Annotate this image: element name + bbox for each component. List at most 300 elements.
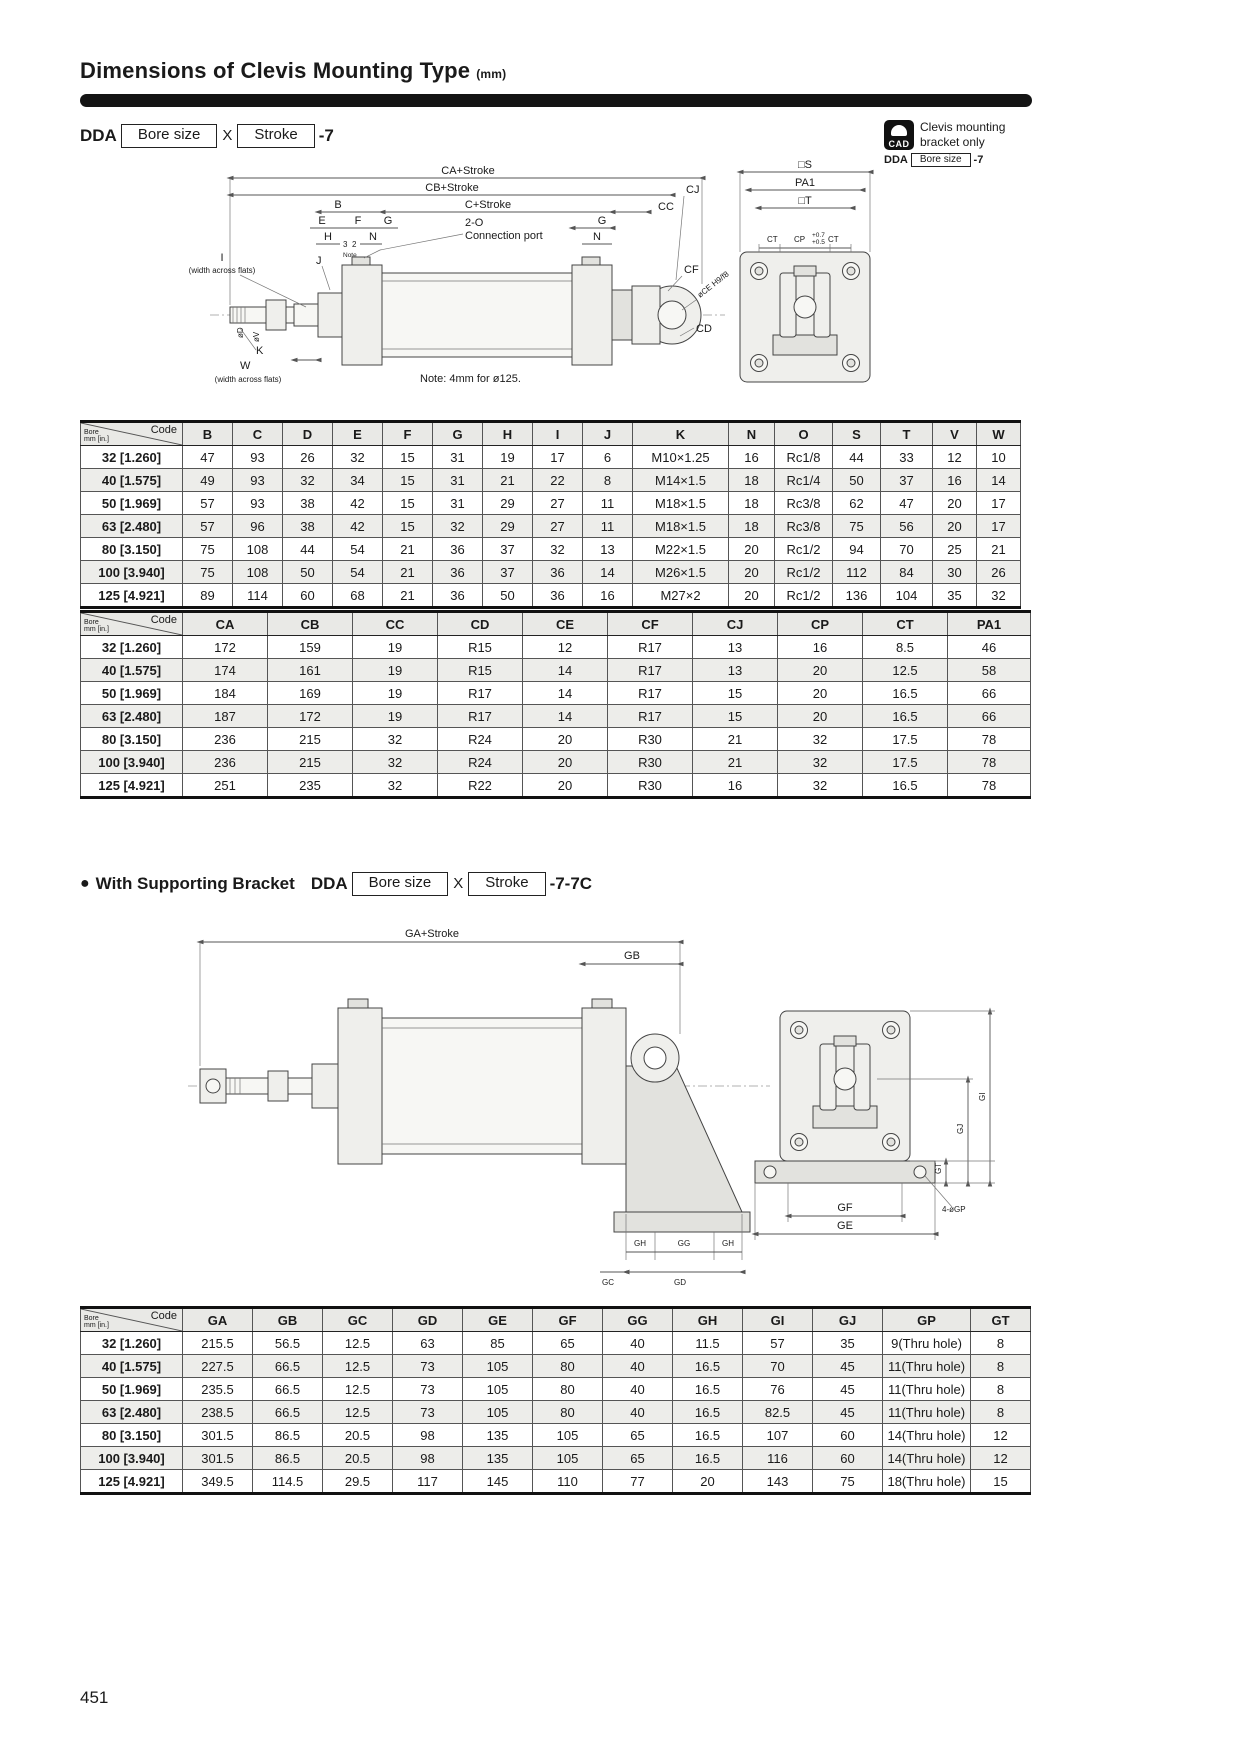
dimension-cell: 108 (233, 538, 283, 561)
column-header: GF (533, 1308, 603, 1332)
column-header: E (333, 422, 383, 446)
corner-bore-line2: mm [in.] (84, 1322, 109, 1330)
dimension-cell: 18(Thru hole) (883, 1470, 971, 1494)
column-header: CC (353, 612, 438, 636)
corner-cell (81, 1308, 183, 1332)
dimension-cell: 104 (881, 584, 933, 608)
dimension-cell: 11(Thru hole) (883, 1378, 971, 1401)
dimension-cell: 16 (729, 446, 775, 469)
dimension-cell: 20 (729, 584, 775, 608)
column-header: F (383, 422, 433, 446)
dimension-cell: 16.5 (863, 774, 948, 798)
table-body (81, 636, 1031, 798)
dimension-cell: 65 (603, 1447, 673, 1470)
dimension-cell: 15 (971, 1470, 1031, 1494)
dimension-cell: 32 (778, 728, 863, 751)
dimension-cell: 236 (183, 751, 268, 774)
dimension-cell: 11(Thru hole) (883, 1401, 971, 1424)
dimension-cell: 11 (583, 492, 633, 515)
bore-size-cell: 40 [1.575] (81, 469, 183, 492)
dimension-cell: 19 (353, 636, 438, 659)
dim-gc: GC (602, 1278, 614, 1287)
section2-title: With Supporting Bracket (95, 873, 295, 893)
dimension-cell: 65 (603, 1424, 673, 1447)
dimension-cell: 9(Thru hole) (883, 1332, 971, 1355)
dimension-cell: 8.5 (863, 636, 948, 659)
dimension-cell: 78 (948, 774, 1031, 798)
dimension-cell: 187 (183, 705, 268, 728)
flats-note-1: (width across flats) (188, 266, 256, 275)
dimension-cell: Rc1/2 (775, 538, 833, 561)
dimension-cell: 12 (933, 446, 977, 469)
dimension-cell: 29 (483, 492, 533, 515)
dimension-cell: 19 (353, 682, 438, 705)
dimension-cell: 16.5 (673, 1447, 743, 1470)
dimension-cell: 12.5 (323, 1332, 393, 1355)
dimension-cell: 25 (933, 538, 977, 561)
dimension-cell: 40 (603, 1355, 673, 1378)
cad-icon-label: CAD (888, 139, 910, 149)
table-row (81, 492, 1021, 515)
dimension-cell: R30 (608, 751, 693, 774)
model-designation-1 (80, 124, 334, 148)
dimension-cell: 86.5 (253, 1447, 323, 1470)
dimension-cell: 57 (183, 492, 233, 515)
dimension-cell: M14×1.5 (633, 469, 729, 492)
bore-size-cell: 40 [1.575] (81, 1355, 183, 1378)
column-header: J (583, 422, 633, 446)
dimension-cell: 32 (283, 469, 333, 492)
column-header: H (483, 422, 533, 446)
dimension-cell: 20 (933, 515, 977, 538)
dimension-cell: 31 (433, 469, 483, 492)
dimension-cell: 54 (333, 561, 383, 584)
column-header: GP (883, 1308, 971, 1332)
dimension-cell: 116 (743, 1447, 813, 1470)
dimension-cell: 19 (483, 446, 533, 469)
dim-cj: CJ (686, 184, 700, 196)
dim-j: J (316, 255, 322, 267)
page-title-text: Dimensions of Clevis Mounting Type (80, 58, 471, 83)
dimension-cell: M18×1.5 (633, 515, 729, 538)
dimension-cell: R17 (608, 659, 693, 682)
dimension-cell: R17 (438, 705, 523, 728)
dimension-cell: 78 (948, 751, 1031, 774)
dimension-cell: 76 (743, 1378, 813, 1401)
table-row (81, 1401, 1031, 1424)
dimension-cell: 12.5 (863, 659, 948, 682)
bore-size-cell: 125 [4.921] (81, 1470, 183, 1494)
table-row (81, 774, 1031, 798)
model-suffix: -7-7C (549, 873, 593, 893)
bore-size-cell: 125 [4.921] (81, 774, 183, 798)
dimension-cell: 38 (283, 492, 333, 515)
dimension-cell: 73 (393, 1355, 463, 1378)
dimension-cell: 15 (383, 492, 433, 515)
dimension-cell: Rc1/2 (775, 561, 833, 584)
dimension-cell: 75 (833, 515, 881, 538)
dimension-cell: 80 (533, 1401, 603, 1424)
dimension-cell: 174 (183, 659, 268, 682)
table-row (81, 1378, 1031, 1401)
dimension-cell: 17 (977, 515, 1021, 538)
dimension-cell: 12.5 (323, 1355, 393, 1378)
dim-w: W (240, 360, 251, 372)
dimension-cell: 22 (533, 469, 583, 492)
dimension-cell: 17 (533, 446, 583, 469)
dimension-cell: 16.5 (863, 705, 948, 728)
dimension-cell: 107 (743, 1424, 813, 1447)
dimension-cell: 20 (778, 659, 863, 682)
table-row (81, 682, 1031, 705)
bore-size-cell: 125 [4.921] (81, 584, 183, 608)
dimension-cell: 8 (971, 1401, 1031, 1424)
dim-gp: 4-øGP (942, 1205, 966, 1214)
dimension-cell: M10×1.25 (633, 446, 729, 469)
dimension-cell: 21 (383, 561, 433, 584)
column-header: K (633, 422, 729, 446)
dimension-cell: 50 (283, 561, 333, 584)
column-header: I (533, 422, 583, 446)
dimension-cell: 33 (881, 446, 933, 469)
dimension-cell: 14(Thru hole) (883, 1424, 971, 1447)
table-row (81, 515, 1021, 538)
dimension-cell: 215 (268, 751, 353, 774)
model-prefix: DDA (80, 125, 117, 145)
dimension-cell: 70 (881, 538, 933, 561)
dimension-cell: 145 (463, 1470, 533, 1494)
dimension-cell: 36 (533, 584, 583, 608)
dimension-cell: 32 (353, 774, 438, 798)
column-header: GD (393, 1308, 463, 1332)
model-designation-2 (311, 872, 592, 896)
dimension-cell: 82.5 (743, 1401, 813, 1424)
dimension-cell: 80 (533, 1378, 603, 1401)
flats-note-2: (width across flats) (214, 375, 282, 384)
dimension-cell: 75 (813, 1470, 883, 1494)
dimension-cell: 21 (977, 538, 1021, 561)
table-row (81, 584, 1021, 608)
dimension-cell: 105 (463, 1401, 533, 1424)
dimension-cell: 45 (813, 1378, 883, 1401)
dimension-cell: 19 (353, 659, 438, 682)
dimension-cell: 73 (393, 1401, 463, 1424)
bore-size-cell: 32 [1.260] (81, 636, 183, 659)
page-title-unit: (mm) (476, 67, 507, 81)
note-ref: Note (343, 252, 357, 259)
dimension-cell: 66 (948, 705, 1031, 728)
table-row (81, 751, 1031, 774)
dimension-cell: 17 (977, 492, 1021, 515)
dimension-cell: 18 (729, 515, 775, 538)
column-header: GA (183, 1308, 253, 1332)
dim-gh-left: GH (634, 1239, 646, 1248)
dim-g: G (383, 215, 393, 227)
dimension-cell: Rc1/4 (775, 469, 833, 492)
dim-cp: CP (794, 235, 806, 244)
dimension-cell: 37 (483, 561, 533, 584)
dimension-cell: 98 (393, 1424, 463, 1447)
dimension-cell: 12 (523, 636, 608, 659)
cad-icon (884, 120, 914, 150)
table-row (81, 705, 1031, 728)
column-header: GH (673, 1308, 743, 1332)
dimension-cell: 17.5 (863, 751, 948, 774)
dimension-cell: 29.5 (323, 1470, 393, 1494)
dimension-cell: 31 (433, 446, 483, 469)
dimension-cell: 14 (583, 561, 633, 584)
dimension-cell: 35 (813, 1332, 883, 1355)
column-header: G (433, 422, 483, 446)
dimension-cell: M27×2 (633, 584, 729, 608)
column-header: C (233, 422, 283, 446)
dimension-cell: 45 (813, 1401, 883, 1424)
dimension-cell: 85 (463, 1332, 533, 1355)
column-header: CJ (693, 612, 778, 636)
dimension-cell: R22 (438, 774, 523, 798)
dimension-cell: 94 (833, 538, 881, 561)
dimension-cell: 8 (583, 469, 633, 492)
dim-g-right: G (597, 215, 607, 227)
dimension-cell: 12.5 (323, 1401, 393, 1424)
cad-model-prefix: DDA (884, 154, 908, 166)
dimension-cell: 13 (693, 636, 778, 659)
table-header-row (81, 1308, 1031, 1332)
dimension-cell: 108 (233, 561, 283, 584)
table-body (81, 1332, 1031, 1494)
dimension-cell: 66.5 (253, 1401, 323, 1424)
dimension-cell: 16.5 (673, 1401, 743, 1424)
dimension-cell: 15 (383, 446, 433, 469)
dimension-cell: 36 (533, 561, 583, 584)
dim-ce: øCE H9/f8 (695, 269, 731, 300)
bore-size-cell: 50 [1.969] (81, 1378, 183, 1401)
dimension-cell: R24 (438, 751, 523, 774)
dimension-cell: 159 (268, 636, 353, 659)
dimension-cell: 135 (463, 1447, 533, 1470)
dimension-cell: 20.5 (323, 1424, 393, 1447)
dimension-cell: 105 (533, 1447, 603, 1470)
dimension-cell: R30 (608, 728, 693, 751)
dimension-cell: 66.5 (253, 1378, 323, 1401)
dimension-cell: 78 (948, 728, 1031, 751)
page-number: 451 (80, 1688, 109, 1707)
dimension-cell: 57 (183, 515, 233, 538)
column-header: GB (253, 1308, 323, 1332)
dimension-cell: 8 (971, 1332, 1031, 1355)
dimension-cell: 40 (603, 1401, 673, 1424)
dim-gh-right: GH (722, 1239, 734, 1248)
dimension-cell: 77 (603, 1470, 673, 1494)
dimension-cell: 86.5 (253, 1424, 323, 1447)
model-suffix: -7 (318, 125, 334, 145)
dimension-cell: 56 (881, 515, 933, 538)
column-header: CB (268, 612, 353, 636)
dimension-cell: 60 (813, 1447, 883, 1470)
table-row (81, 1355, 1031, 1378)
dimension-cell: 16.5 (673, 1355, 743, 1378)
dimension-cell: Rc1/2 (775, 584, 833, 608)
table-row (81, 1470, 1031, 1494)
dimension-cell: 40 (603, 1378, 673, 1401)
dimension-cell: 15 (383, 469, 433, 492)
dimension-cell: 349.5 (183, 1470, 253, 1494)
clevis-mounting-drawing (80, 160, 1040, 412)
dim-gj: GJ (956, 1123, 965, 1134)
column-header: CT (863, 612, 948, 636)
dimension-cell: 93 (233, 492, 283, 515)
dimension-cell: 32 (433, 515, 483, 538)
corner-cell (81, 612, 183, 636)
column-header: T (881, 422, 933, 446)
dimension-cell: 75 (183, 538, 233, 561)
dimension-cell: 301.5 (183, 1424, 253, 1447)
dimension-cell: 21 (693, 728, 778, 751)
dimension-cell: 12 (971, 1424, 1031, 1447)
bullet-icon: ● (80, 874, 90, 892)
dimension-cell: R17 (608, 682, 693, 705)
dimension-cell: 14 (977, 469, 1021, 492)
dimension-cell: 161 (268, 659, 353, 682)
dimension-cell: 36 (433, 538, 483, 561)
dimension-cell: 105 (463, 1355, 533, 1378)
dim-cc: CC (658, 201, 674, 213)
dim-ca-stroke: CA+Stroke (441, 165, 495, 177)
dimension-cell: 44 (283, 538, 333, 561)
dimension-cell: Rc3/8 (775, 492, 833, 515)
dimension-cell: 215.5 (183, 1332, 253, 1355)
dimension-cell: 20 (523, 728, 608, 751)
port-callout-line1: 2-O (465, 217, 484, 229)
dim-e: E (318, 215, 326, 227)
dimension-cell: 136 (833, 584, 881, 608)
dim-n: N (369, 231, 377, 243)
bore-size-cell: 50 [1.969] (81, 492, 183, 515)
dim-dia-d: øD (236, 327, 245, 338)
stroke-box: Stroke (468, 872, 545, 896)
dimension-cell: 34 (333, 469, 383, 492)
dimension-cell: 42 (333, 515, 383, 538)
column-header: V (933, 422, 977, 446)
dimension-cell: 44 (833, 446, 881, 469)
column-header: S (833, 422, 881, 446)
dimension-cell: 169 (268, 682, 353, 705)
dimension-cell: Rc1/8 (775, 446, 833, 469)
dimension-cell: 14 (523, 682, 608, 705)
dimension-cell: 17.5 (863, 728, 948, 751)
dimension-cell: 27 (533, 515, 583, 538)
dimension-cell: 20 (778, 682, 863, 705)
dim-i: I (220, 252, 224, 264)
dim-ga-stroke: GA+Stroke (404, 928, 460, 940)
dimension-cell: 20 (778, 705, 863, 728)
table-row (81, 1424, 1031, 1447)
dimension-cell: 20.5 (323, 1447, 393, 1470)
dimension-cell: R15 (438, 636, 523, 659)
dimension-cell: 114.5 (253, 1470, 323, 1494)
dim-dia-v: øV (252, 331, 261, 342)
dimension-cell: 21 (383, 538, 433, 561)
dimension-cell: 66.5 (253, 1355, 323, 1378)
table-body (81, 446, 1021, 608)
dimension-cell: Rc3/8 (775, 515, 833, 538)
dimension-cell: 143 (743, 1470, 813, 1494)
dimension-cell: R17 (608, 705, 693, 728)
dimension-cell: 37 (881, 469, 933, 492)
dimension-cell: R15 (438, 659, 523, 682)
dimension-cell: 93 (233, 469, 283, 492)
times-symbol: X (453, 875, 464, 893)
dimension-cell: 35 (933, 584, 977, 608)
dimension-cell: 16 (693, 774, 778, 798)
drawing-note: Note: 4mm for ø125. (420, 373, 521, 385)
dimension-cell: M18×1.5 (633, 492, 729, 515)
dimension-cell: 32 (333, 446, 383, 469)
dimension-cell: 96 (233, 515, 283, 538)
dimension-cell: 42 (333, 492, 383, 515)
dimension-cell: 37 (483, 538, 533, 561)
dimension-cell: 15 (383, 515, 433, 538)
table-row (81, 446, 1021, 469)
column-header: GI (743, 1308, 813, 1332)
bore-size-cell: 63 [2.480] (81, 705, 183, 728)
dim-cp-tol-bot: +0.5 (812, 239, 825, 246)
dimension-cell: 112 (833, 561, 881, 584)
dimension-cell: 98 (393, 1447, 463, 1470)
bore-size-cell: 80 [3.150] (81, 538, 183, 561)
column-header: GE (463, 1308, 533, 1332)
dim-ct-left: CT (767, 235, 778, 244)
dimension-cell: 32 (778, 774, 863, 798)
dimension-cell: 54 (333, 538, 383, 561)
dimension-cell: 75 (183, 561, 233, 584)
dimension-cell: 32 (778, 751, 863, 774)
dimension-cell: 80 (533, 1355, 603, 1378)
dim-cb-stroke: CB+Stroke (425, 182, 479, 194)
cad-note-text (920, 120, 1005, 150)
dimension-cell: 12.5 (323, 1378, 393, 1401)
corner-code-label: Code (150, 1310, 177, 1322)
dim-gt: GT (934, 1162, 943, 1174)
corner-bore-line2: mm [in.] (84, 626, 109, 634)
cad-note-line2: bracket only (920, 135, 985, 149)
table-header-row (81, 422, 1021, 446)
supporting-bracket-drawing (80, 916, 1040, 1300)
bore-size-cell: 80 [3.150] (81, 1424, 183, 1447)
dimension-cell: 89 (183, 584, 233, 608)
dimension-table-bracket (80, 1306, 1031, 1495)
dimension-cell: 27 (533, 492, 583, 515)
dimension-cell: 14(Thru hole) (883, 1447, 971, 1470)
column-header: B (183, 422, 233, 446)
dimension-cell: 45 (813, 1355, 883, 1378)
column-header: CA (183, 612, 268, 636)
bore-size-cell: 80 [3.150] (81, 728, 183, 751)
supporting-bracket-heading (80, 872, 592, 896)
dimension-cell: 251 (183, 774, 268, 798)
dim-gd: GD (674, 1278, 686, 1287)
dimension-cell: 20 (729, 538, 775, 561)
dimension-cell: 20 (729, 561, 775, 584)
dimension-cell: 32 (353, 728, 438, 751)
dimension-cell: 60 (283, 584, 333, 608)
dimension-cell: 301.5 (183, 1447, 253, 1470)
dimension-cell: 70 (743, 1355, 813, 1378)
dimension-cell: 20 (673, 1470, 743, 1494)
bore-size-box: Bore size (121, 124, 218, 148)
dimension-cell: M22×1.5 (633, 538, 729, 561)
corner-bore-line1: Bore (84, 428, 99, 436)
